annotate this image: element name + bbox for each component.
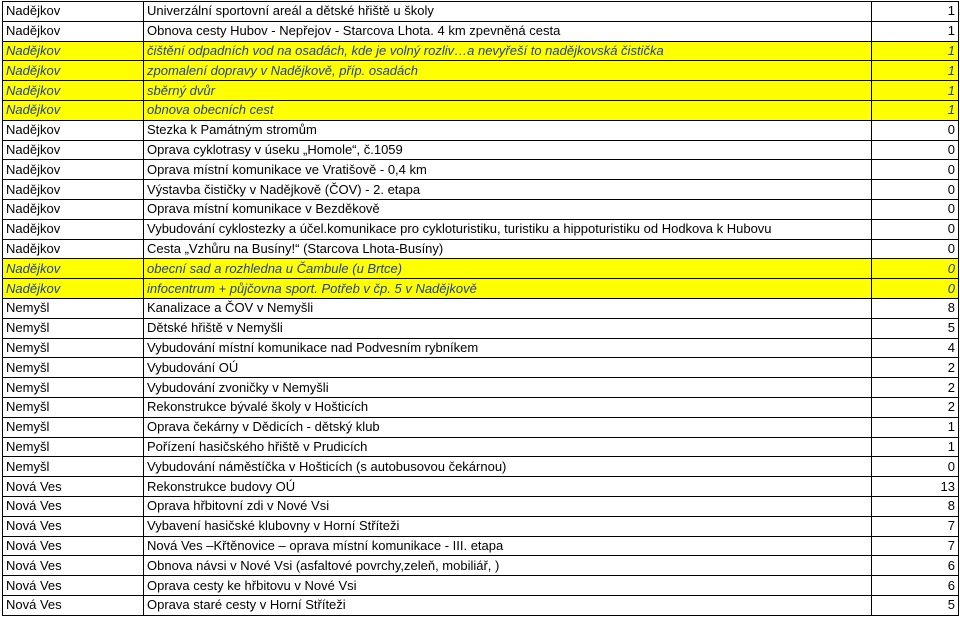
table-row: [3, 61, 959, 81]
table-row: [3, 140, 959, 160]
village-cell: Nadějkov: [3, 259, 144, 279]
table-row: [3, 100, 959, 120]
count-cell: 1: [872, 100, 959, 120]
count-cell: 0: [872, 199, 959, 219]
count-cell: 7: [872, 516, 959, 536]
project-cell: zpomalení dopravy v Nadějkově, příp. osadách: [144, 61, 872, 81]
village-cell: Nová Ves: [3, 496, 144, 516]
table-body: [3, 2, 959, 616]
table-row: [3, 318, 959, 338]
project-cell: Cesta „Vzhůru na Busíny!“ (Starcova Lhota-Busíny): [144, 239, 872, 259]
project-cell: obnova obecních cest: [144, 100, 872, 120]
project-table: [2, 1, 959, 616]
project-cell: Oprava místní komunikace ve Vratišově - 0,4 km: [144, 160, 872, 180]
project-cell: Dětské hřiště v Nemyšli: [144, 318, 872, 338]
table-row: [3, 496, 959, 516]
project-cell: obecní sad a rozhledna u Čambule (u Brtce): [144, 259, 872, 279]
count-cell: 6: [872, 556, 959, 576]
table-row: [3, 437, 959, 457]
village-cell: Nová Ves: [3, 556, 144, 576]
table-row: [3, 477, 959, 497]
table-row: [3, 516, 959, 536]
count-cell: 2: [872, 397, 959, 417]
village-cell: Nemyšl: [3, 338, 144, 358]
project-cell: čištění odpadních vod na osadách, kde je volný rozliv…a nevyřeší to nadějkovská čistička: [144, 41, 872, 61]
count-cell: 0: [872, 279, 959, 299]
village-cell: Nemyšl: [3, 378, 144, 398]
count-cell: 1: [872, 41, 959, 61]
count-cell: 1: [872, 81, 959, 101]
table-row: [3, 21, 959, 41]
village-cell: Nemyšl: [3, 358, 144, 378]
project-cell: Výstavba čističky v Nadějkově (ČOV) - 2. etapa: [144, 180, 872, 200]
table-row: [3, 199, 959, 219]
village-cell: Nová Ves: [3, 477, 144, 497]
table-row: [3, 81, 959, 101]
village-cell: Nadějkov: [3, 219, 144, 239]
count-cell: 0: [872, 140, 959, 160]
count-cell: 1: [872, 2, 959, 22]
count-cell: 0: [872, 259, 959, 279]
table-row: [3, 239, 959, 259]
project-cell: Vybavení hasičské klubovny v Horní Stříteži: [144, 516, 872, 536]
project-cell: Nová Ves –Křtěnovice – oprava místní komunikace - III. etapa: [144, 536, 872, 556]
table-row: [3, 595, 959, 615]
count-cell: 8: [872, 298, 959, 318]
table-row: [3, 2, 959, 22]
table-row: [3, 120, 959, 140]
village-cell: Nadějkov: [3, 140, 144, 160]
project-cell: Vybudování místní komunikace nad Podvesním rybníkem: [144, 338, 872, 358]
count-cell: 2: [872, 358, 959, 378]
table-row: [3, 338, 959, 358]
table-row: [3, 556, 959, 576]
village-cell: Nemyšl: [3, 298, 144, 318]
project-cell: Oprava cyklotrasy v úseku „Homole“, č.1059: [144, 140, 872, 160]
table-row: [3, 279, 959, 299]
village-cell: Nová Ves: [3, 576, 144, 596]
table-row: [3, 298, 959, 318]
project-cell: Oprava cesty ke hřbitovu v Nové Vsi: [144, 576, 872, 596]
project-cell: Vybudování cyklostezky a účel.komunikace pro cykloturistiku, turistiku a hippoturistiku od Hodkova k Hubovu: [144, 219, 872, 239]
count-cell: 4: [872, 338, 959, 358]
count-cell: 5: [872, 318, 959, 338]
table-row: [3, 180, 959, 200]
table-row: [3, 41, 959, 61]
project-cell: Rekonstrukce bývalé školy v Hošticích: [144, 397, 872, 417]
project-cell: Obnova cesty Hubov - Nepřejov - Starcova Lhota. 4 km zpevněná cesta: [144, 21, 872, 41]
table-row: [3, 219, 959, 239]
table-row: [3, 259, 959, 279]
table-row: [3, 457, 959, 477]
count-cell: 0: [872, 219, 959, 239]
village-cell: Nadějkov: [3, 279, 144, 299]
village-cell: Nadějkov: [3, 160, 144, 180]
count-cell: 0: [872, 457, 959, 477]
count-cell: 0: [872, 160, 959, 180]
project-cell: Univerzální sportovní areál a dětské hřiště u školy: [144, 2, 872, 22]
village-cell: Nadějkov: [3, 2, 144, 22]
project-cell: Obnova návsi v Nové Vsi (asfaltové povrchy,zeleň, mobiliář, ): [144, 556, 872, 576]
project-cell: sběrný dvůr: [144, 81, 872, 101]
village-cell: Nadějkov: [3, 100, 144, 120]
village-cell: Nemyšl: [3, 417, 144, 437]
village-cell: Nová Ves: [3, 595, 144, 615]
count-cell: 7: [872, 536, 959, 556]
village-cell: Nemyšl: [3, 437, 144, 457]
table-row: [3, 358, 959, 378]
project-cell: Stezka k Památným stromům: [144, 120, 872, 140]
count-cell: 6: [872, 576, 959, 596]
village-cell: Nadějkov: [3, 120, 144, 140]
village-cell: Nadějkov: [3, 81, 144, 101]
project-cell: Pořízení hasičského hřiště v Prudicích: [144, 437, 872, 457]
count-cell: 5: [872, 595, 959, 615]
village-cell: Nadějkov: [3, 21, 144, 41]
count-cell: 0: [872, 239, 959, 259]
table-row: [3, 576, 959, 596]
count-cell: 1: [872, 21, 959, 41]
count-cell: 1: [872, 417, 959, 437]
project-cell: Oprava místní komunikace v Bezděkově: [144, 199, 872, 219]
table-row: [3, 536, 959, 556]
count-cell: 8: [872, 496, 959, 516]
project-cell: Rekonstrukce budovy OÚ: [144, 477, 872, 497]
count-cell: 2: [872, 378, 959, 398]
project-cell: Vybudování zvoničky v Nemyšli: [144, 378, 872, 398]
village-cell: Nemyšl: [3, 318, 144, 338]
village-cell: Nadějkov: [3, 199, 144, 219]
project-cell: Oprava hřbitovní zdi v Nové Vsi: [144, 496, 872, 516]
count-cell: 0: [872, 120, 959, 140]
table-row: [3, 417, 959, 437]
count-cell: 1: [872, 437, 959, 457]
village-cell: Nadějkov: [3, 180, 144, 200]
village-cell: Nadějkov: [3, 239, 144, 259]
village-cell: Nemyšl: [3, 457, 144, 477]
project-cell: Vybudování náměstíčka v Hošticích (s autobusovou čekárnou): [144, 457, 872, 477]
table-row: [3, 378, 959, 398]
table-row: [3, 397, 959, 417]
table-row: [3, 160, 959, 180]
village-cell: Nemyšl: [3, 397, 144, 417]
village-cell: Nová Ves: [3, 536, 144, 556]
project-cell: Oprava čekárny v Dědicích - dětský klub: [144, 417, 872, 437]
count-cell: 13: [872, 477, 959, 497]
village-cell: Nadějkov: [3, 41, 144, 61]
count-cell: 0: [872, 180, 959, 200]
village-cell: Nadějkov: [3, 61, 144, 81]
count-cell: 1: [872, 61, 959, 81]
project-cell: Oprava staré cesty v Horní Stříteži: [144, 595, 872, 615]
project-cell: Vybudování OÚ: [144, 358, 872, 378]
project-cell: infocentrum + půjčovna sport. Potřeb v čp. 5 v Nadějkově: [144, 279, 872, 299]
village-cell: Nová Ves: [3, 516, 144, 536]
project-cell: Kanalizace a ČOV v Nemyšli: [144, 298, 872, 318]
